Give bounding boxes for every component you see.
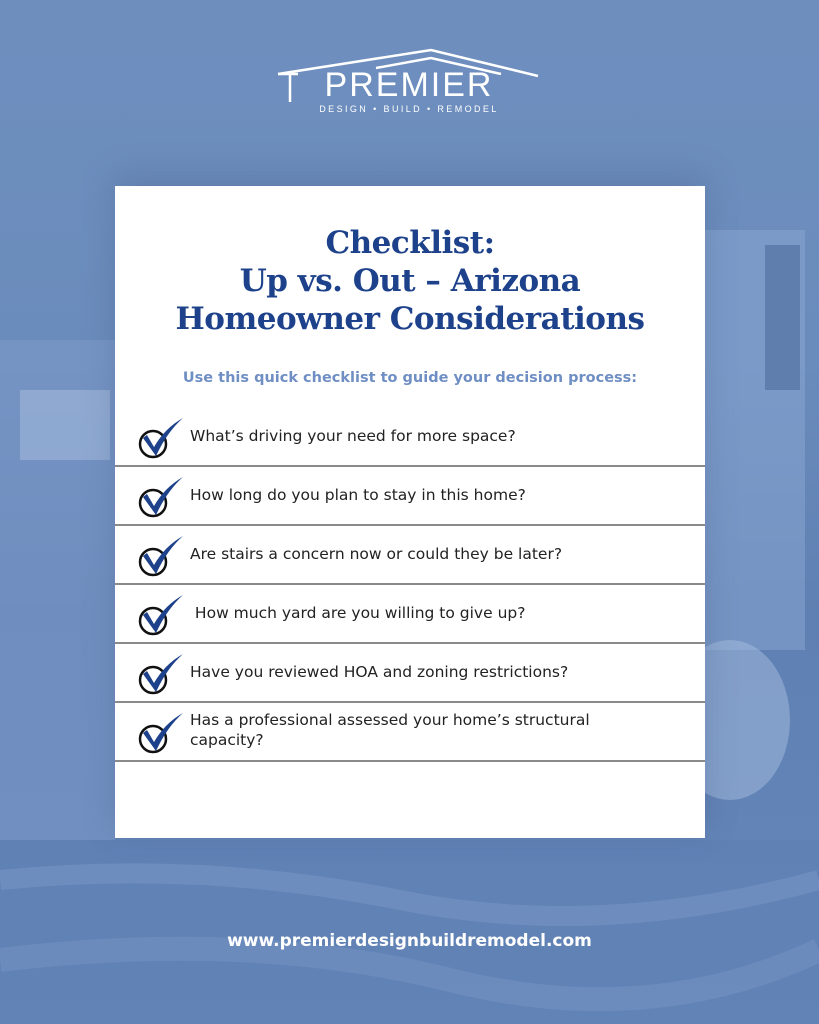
checklist-item-text: Are stairs a concern now or could they be later? [190,545,563,563]
checklist-item [115,585,705,644]
brand-tagline: DESIGN • BUILD • REMODEL [319,104,499,114]
checklist-item-text: What’s driving your need for more space? [190,427,516,445]
card-subtitle: Use this quick checklist to guide your decision process: [182,370,638,386]
checklist-item [115,526,705,585]
checkmark-circle-icon [137,534,187,578]
checkmark-circle-icon [137,416,187,460]
website-link[interactable]: www.premierdesignbuildremodel.com [227,931,592,951]
checklist-item [115,408,705,467]
checkmark-circle-icon [137,711,187,755]
title-line-2: Up vs. Out – Arizona [239,263,581,299]
checklist-item-text: How long do you plan to stay in this home? [190,486,526,504]
title-line-3: Homeowner Considerations [175,301,645,337]
premier-logo [276,46,542,118]
checklist-item-text: How much yard are you willing to give up? [190,604,526,622]
checklist-item-text: Have you reviewed HOA and zoning restrictions? [190,663,569,681]
title-line-1: Checklist: [325,225,495,261]
checkmark-circle-icon [137,593,187,637]
checklist-card [115,186,705,838]
checklist-item [115,644,705,703]
checklist-item [115,467,705,526]
checklist-item [115,703,705,762]
checklist [115,408,705,762]
brand-name: PREMIER [324,66,494,104]
checkmark-circle-icon [137,652,187,696]
card-title [115,224,705,338]
checklist-item-text: Has a professional assessed your home’s structural capacity? [190,711,590,749]
checkmark-circle-icon [137,475,187,519]
